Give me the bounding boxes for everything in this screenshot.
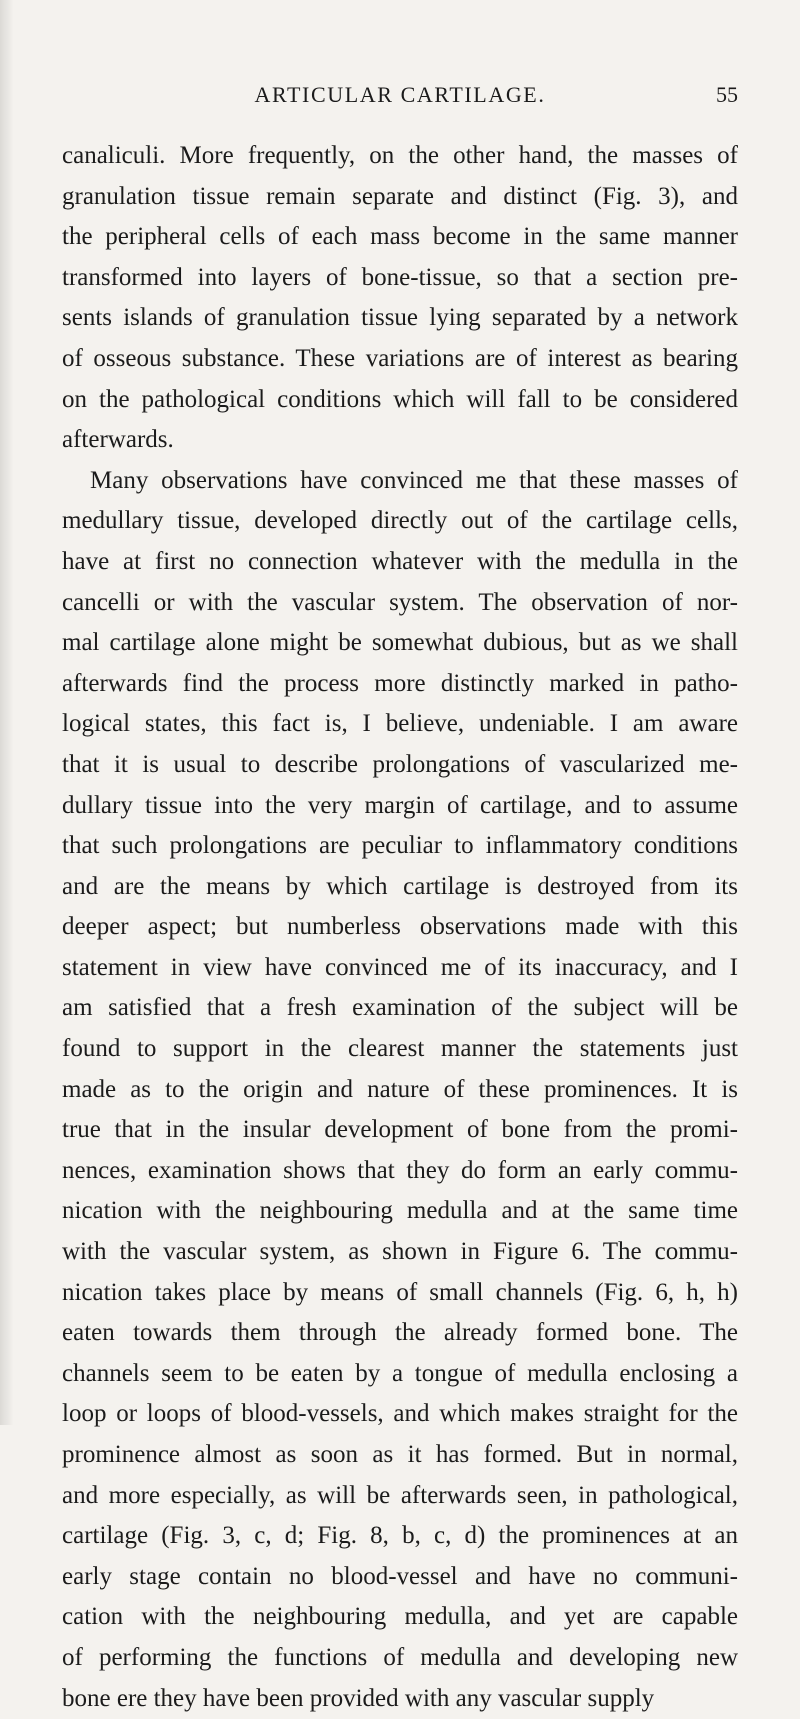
text-line: and more especially, as will be afterwards seen, in pathological, xyxy=(62,1481,738,1509)
text-line: canaliculi. More frequently, on the other hand, the masses of xyxy=(62,142,738,169)
text-line: granulation tissue remain separate and distinct (Fig. 3), and xyxy=(62,182,738,210)
text-line: of osseous substance. These variations are of interest as bearing xyxy=(62,344,738,372)
text-line: medullary tissue, developed directly out of the cartilage cells, xyxy=(62,507,738,535)
text-line: sents islands of granulation tissue lying separated by a network xyxy=(62,304,738,332)
running-head xyxy=(0,82,800,116)
text-line: nication takes place by means of small channels (Fig. 6, h, h) xyxy=(62,1278,738,1306)
body-text xyxy=(62,136,738,1719)
text-line: have at first no connection whatever with the medulla in the xyxy=(62,547,738,575)
text-line: cartilage (Fig. 3, c, d; Fig. 8, b, c, d) the prominences at an xyxy=(62,1522,738,1550)
text-line: dullary tissue into the very margin of cartilage, and to assume xyxy=(62,791,738,819)
text-line: nication with the neighbouring medulla and at the same time xyxy=(62,1197,738,1225)
text-line: logical states, this fact is, I believe, undeniable. I am aware xyxy=(62,710,738,738)
text-line: prominence almost as soon as it has formed. But in normal, xyxy=(62,1441,738,1468)
text-line: with the vascular system, as shown in Figure 6. The commu- xyxy=(62,1238,738,1266)
text-line: that it is usual to describe prolongations of vascularized me- xyxy=(62,750,738,778)
text-line: of performing the functions of medulla and developing new xyxy=(62,1643,738,1671)
text-line: afterwards find the process more distinctly marked in patho- xyxy=(62,669,738,697)
text-line: found to support in the clearest manner the statements just xyxy=(62,1035,738,1063)
text-line: on the pathological conditions which will fall to be considered xyxy=(62,385,738,413)
text-line: channels seem to be eaten by a tongue of medulla enclosing a xyxy=(62,1359,738,1387)
binding-shadow xyxy=(0,0,14,1425)
text-line: eaten towards them through the already formed bone. The xyxy=(62,1319,738,1347)
text-line: the peripheral cells of each mass become in the same manner xyxy=(62,223,738,251)
text-line: that such prolongations are peculiar to inflammatory conditions xyxy=(62,832,738,860)
text-line: cation with the neighbouring medulla, and yet are capable xyxy=(62,1603,738,1631)
text-line: bone ere they have been provided with any vascular supply xyxy=(62,1684,655,1712)
text-line: nences, examination shows that they do form an early commu- xyxy=(62,1156,738,1184)
paragraph-start-line: Many observations have convinced me that these masses of xyxy=(90,466,738,494)
running-title: ARTICULAR CARTILAGE. xyxy=(254,82,546,107)
text-line: loop or loops of blood-vessels, and which makes straight for the xyxy=(62,1400,738,1428)
text-line: statement in view have convinced me of its inaccuracy, and I xyxy=(62,953,738,981)
text-line: am satisfied that a fresh examination of the subject will be xyxy=(62,994,738,1022)
text-line: deeper aspect; but numberless observations made with this xyxy=(62,913,738,941)
text-line: early stage contain no blood-vessel and have no communi- xyxy=(62,1562,738,1590)
text-line: and are the means by which cartilage is destroyed from its xyxy=(62,872,738,900)
page-number: 55 xyxy=(716,82,738,107)
paragraph-end-line: afterwards. xyxy=(62,426,174,454)
text-line: cancelli or with the vascular system. The observation of nor- xyxy=(62,588,738,616)
text-line: true that in the insular development of bone from the promi- xyxy=(62,1116,738,1144)
text-line: made as to the origin and nature of these prominences. It is xyxy=(62,1075,738,1103)
text-line: mal cartilage alone might be somewhat dubious, but as we shall xyxy=(62,629,738,657)
text-line: transformed into layers of bone-tissue, so that a section pre- xyxy=(62,263,738,291)
